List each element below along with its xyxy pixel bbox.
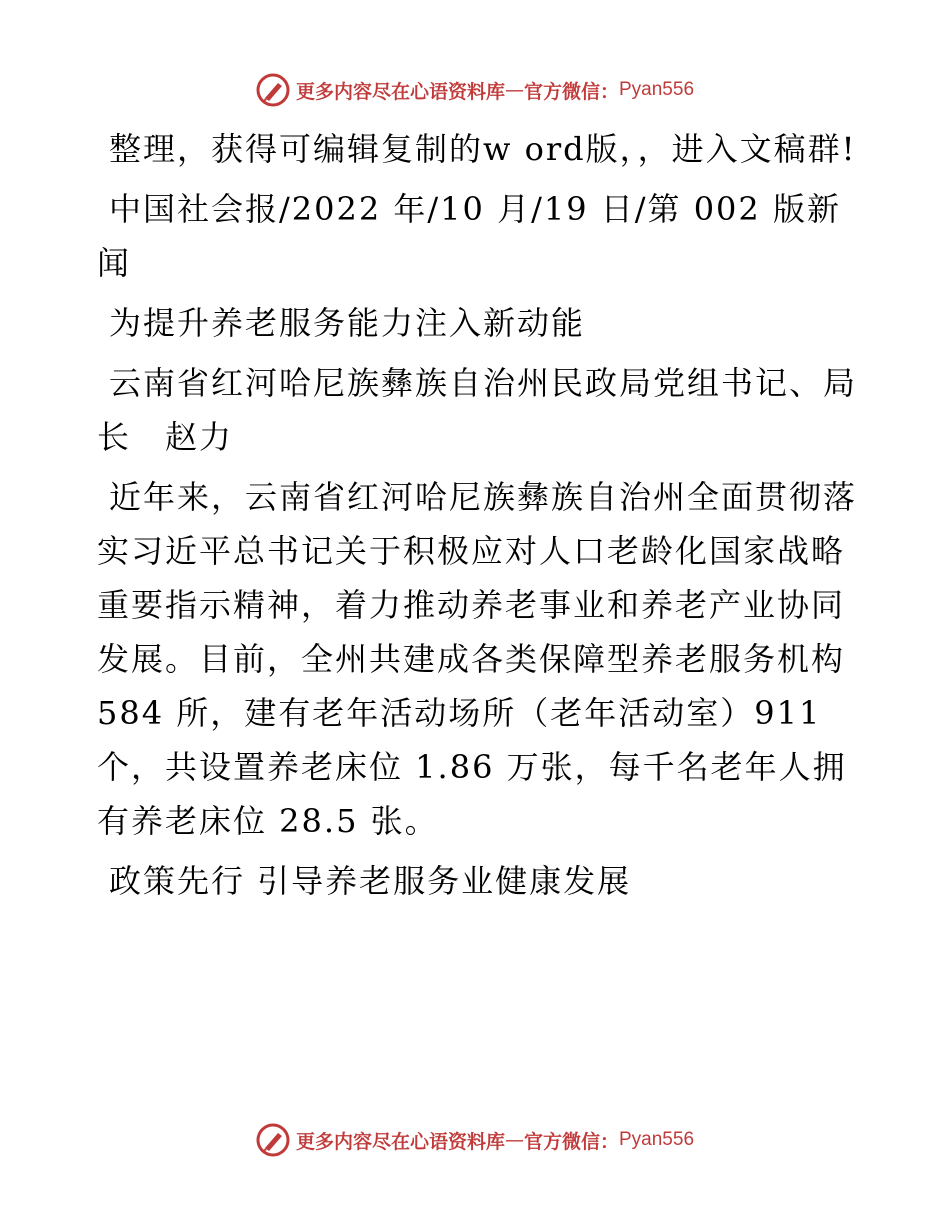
banner-dash: — — [504, 79, 524, 101]
footer-banner — [0, 1120, 950, 1160]
banner-wechat-id: Pyan556 — [619, 1129, 695, 1150]
section-heading: 政策先行 引导养老服务业健康发展 — [109, 862, 632, 900]
header-banner — [0, 70, 950, 110]
pen-logo-icon — [256, 1123, 290, 1157]
banner-wechat-id: Pyan556 — [619, 79, 695, 100]
intro-paragraph: 整理，获得可编辑复制的w ord版，，进入文稿群! — [109, 130, 857, 168]
banner-dash: — — [504, 1129, 524, 1151]
author-line: 云南省红河哈尼族彝族自治州民政局党组书记、局长 赵力 — [97, 364, 858, 456]
pen-logo-icon — [256, 73, 290, 107]
banner-main-text: 更多内容尽在心语资料库 — [295, 1130, 505, 1153]
article-title: 为提升养老服务能力注入新动能 — [109, 304, 586, 342]
banner-wechat-label: 官方微信： — [523, 1130, 619, 1153]
body-paragraph: 近年来，云南省红河哈尼族彝族自治州全面贯彻落实习近平总书记关于积极应对人口老龄化国家战略重要指示精神，着力推动养老事业和养老产业协同发展。目前，全州共建成各类保障型养老服务机构 584 所，建有老年活动场所（老年活动室）911 个，共设置养老床位 1.86 万张，每千名老年人拥有养老床位 28.5 张。 — [97, 478, 858, 840]
document-body — [97, 122, 857, 914]
source-line: 中国社会报/2022 年/10 月/19 日/第 002 版新闻 — [97, 190, 841, 282]
banner-wechat-label: 官方微信： — [523, 80, 619, 103]
banner-main-text: 更多内容尽在心语资料库 — [295, 80, 505, 103]
